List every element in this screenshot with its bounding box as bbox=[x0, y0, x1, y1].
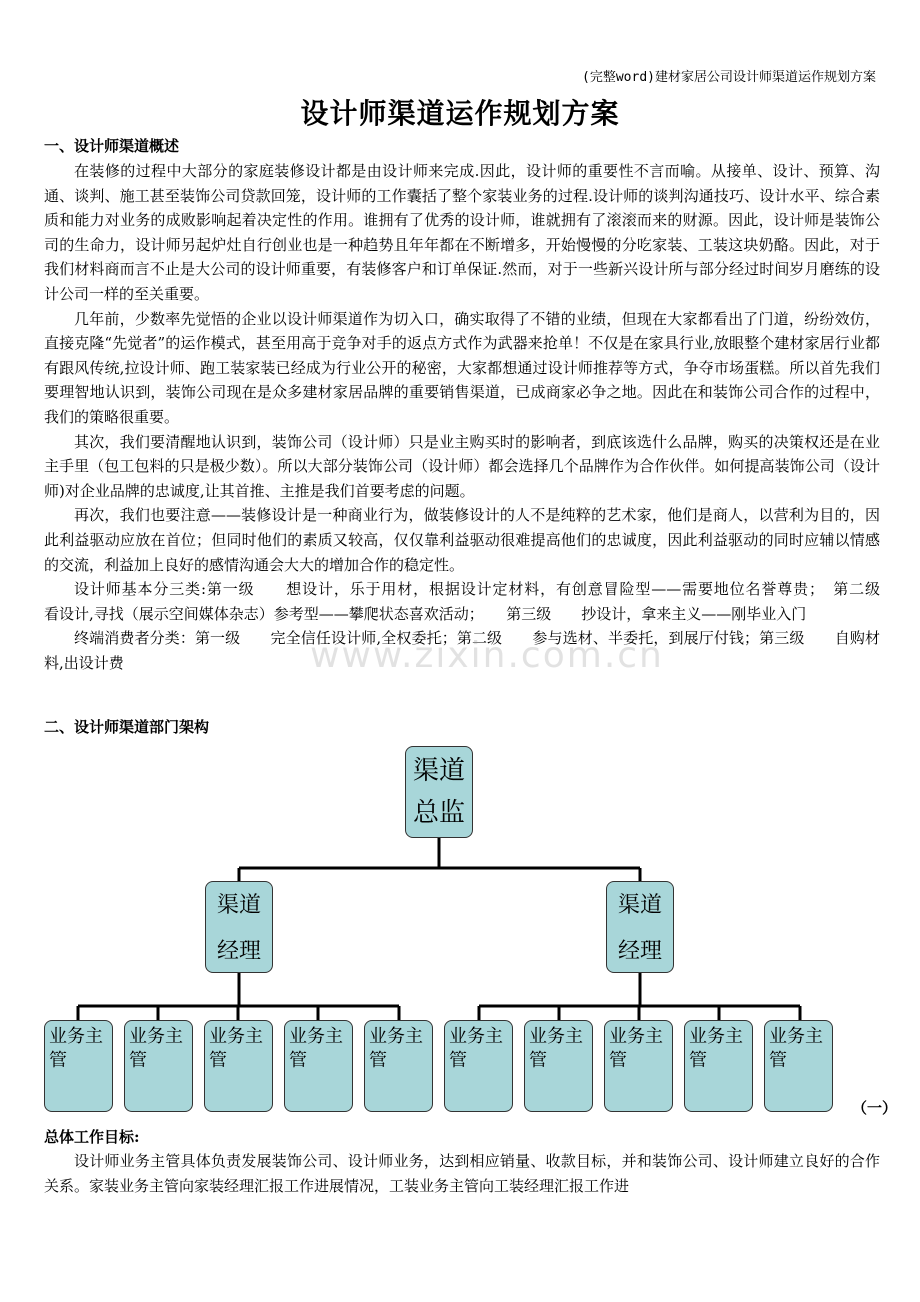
org-node-label: 渠道 bbox=[617, 893, 662, 918]
org-node-channel-director bbox=[405, 746, 473, 838]
section-2-heading: 二、设计师渠道部门架构 bbox=[44, 718, 210, 736]
org-node-label: 渠道 bbox=[412, 756, 465, 786]
figure-label: （一） bbox=[852, 1099, 898, 1117]
org-node-label: 经理 bbox=[617, 939, 662, 964]
paragraph-competition: 几年前，少数率先觉悟的企业以设计师渠道作为切入口，确实取得了不错的业绩，但现在大家都看出了门道，纷纷效仿，直接克隆“先觉者”的运作模式，甚至用高于竞争对手的返点方式作为武器来抢单！不仅是在家具行业,放眼整个建材家居行业都有跟风传统,拉设计师、跑工装家装已经成为行业公开的秘密，大家都想通过设计师推荐等方式，争夺市场蛋糕。所以首先我们要理智地认识到，装饰公司现在是众多建材家居品牌的重要销售渠道，已成商家必争之地。因此在和装饰公司合作的过程中，我们的策略很重要。 bbox=[44, 309, 880, 426]
org-node-business-supervisor: 业务主管 bbox=[364, 1020, 433, 1112]
paragraph-designer-importance: 在装修的过程中大部分的家庭装修设计都是由设计师来完成.因此，设计师的重要性不言而喻。从接单、设计、预算、沟通、谈判、施工甚至装饰公司贷款回笼，设计师的工作囊括了整个家装业务的过程.设计师的谈判沟通技巧、设计水平、综合素质和能力对业务的成败影响起着决定性的作用。谁拥有了优秀的设计师，谁就拥有了滚滚而来的财源。因此，设计师是装饰公司的生命力，设计师另起炉灶自行创业也是一种趋势且年年都在不断增多，开始慢慢的分吃家装、工装这块奶酪。因此，对于我们材料商而言不止是大公司的设计师重要，有装修客户和订单保证.然而，对于一些新兴设计所与部分经过时间岁月磨练的设计公司一样的至关重要。 bbox=[44, 162, 880, 303]
org-chart bbox=[0, 738, 920, 1118]
org-node-business-supervisor: 业务主管 bbox=[124, 1020, 193, 1112]
org-node-business-supervisor: 业务主管 bbox=[684, 1020, 753, 1112]
paragraph-decision-power: 其次，我们要清醒地认识到，装饰公司（设计师）只是业主购买时的影响者，到底该选什么品牌，购买的决策权还是在业主手里（包工包料的只是极少数）。所以大部分装饰公司（设计师）都会选择几个品牌作为合作伙伴。如何提高装饰公司（设计师)对企业品牌的忠诚度,让其首推、主推是我们首要考虑的问题。 bbox=[44, 432, 880, 500]
goals-heading: 总体工作目标: bbox=[44, 1128, 140, 1146]
org-node-channel-manager bbox=[205, 881, 273, 973]
goals-body bbox=[44, 1149, 880, 1198]
org-node-label: 渠道 bbox=[216, 893, 261, 918]
section-1-heading: 一、设计师渠道概述 bbox=[44, 137, 180, 155]
org-node-business-supervisor: 业务主管 bbox=[764, 1020, 833, 1112]
header-note: (完整word)建材家居公司设计师渠道运作规划方案 bbox=[582, 70, 876, 85]
org-node-business-supervisor: 业务主管 bbox=[604, 1020, 673, 1112]
org-node-business-supervisor: 业务主管 bbox=[204, 1020, 273, 1112]
document-title: 设计师渠道运作规划方案 bbox=[300, 97, 620, 130]
paragraph-commercial-nature: 再次，我们也要注意——装修设计是一种商业行为，做装修设计的人不是纯粹的艺术家，他们是商人，以营利为目的，因此利益驱动应放在首位；但同时他们的素质又较高，仅仅靠利益驱动很难提高他们的忠诚度，因此利益驱动的同时应辅以情感的交流，利益加上良好的感情沟通会大大的增加合作的稳定性。 bbox=[44, 506, 880, 574]
org-node-business-supervisor: 业务主管 bbox=[524, 1020, 593, 1112]
org-node-business-supervisor: 业务主管 bbox=[444, 1020, 513, 1112]
org-node-label: 经理 bbox=[216, 939, 261, 964]
org-node-business-supervisor: 业务主管 bbox=[284, 1020, 353, 1112]
org-node-business-supervisor: 业务主管 bbox=[44, 1020, 113, 1112]
org-node-label: 总监 bbox=[412, 798, 465, 828]
org-node-channel-manager bbox=[606, 881, 674, 973]
paragraph-designer-types: 设计师基本分三类:第一级 想设计，乐于用材，根据设计定材料，有创意冒险型——需要地位名誉尊贵； 第二级 看设计,寻找（展示空间媒体杂志）参考型——攀爬状态喜欢活动； 第三级 抄设计，拿来主义——刚毕业入门 bbox=[44, 580, 911, 623]
paragraph-consumer-types: 终端消费者分类：第一级 完全信任设计师,全权委托；第二级 参与选材、半委托，到展厅付钱；第三级 自购材料,出设计费 bbox=[44, 629, 880, 672]
paragraph-overall-goals: 设计师业务主管具体负责发展装饰公司、设计师业务，达到相应销量、收款目标，并和装饰公司、设计师建立良好的合作关系。家装业务主管向家装经理汇报工作进展情况，工装业务主管向工装经理汇报工作进 bbox=[44, 1152, 880, 1195]
watermark: www.zixin.com.cn bbox=[310, 635, 664, 676]
section-1-body bbox=[44, 159, 911, 675]
